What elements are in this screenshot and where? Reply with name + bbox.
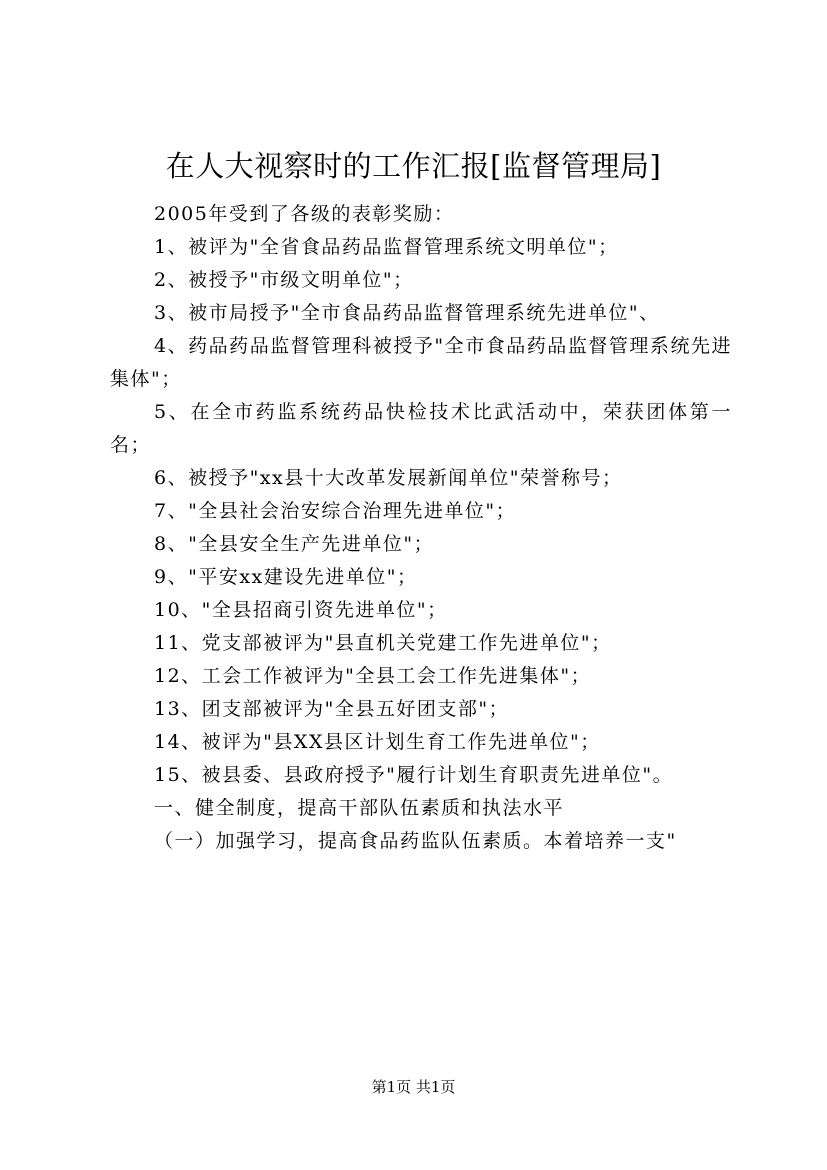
paragraph-item-11: 11、党支部被评为"县直机关党建工作先进单位"； bbox=[154, 632, 612, 654]
paragraph-awards-intro: 2005年受到了各级的表彰奖励： bbox=[154, 203, 455, 225]
paragraph-item-13: 13、团支部被评为"全县五好团支部"； bbox=[154, 698, 510, 720]
paragraph-item-4: 4、药品药品监督管理科被授予"全市食品药品监督管理系统先进集体"； bbox=[110, 335, 732, 390]
page-footer: 第1页 共1页 bbox=[371, 1078, 456, 1096]
paragraph-item-12: 12、工会工作被评为"全县工会工作先进集体"； bbox=[154, 665, 592, 687]
section-heading-1: 一、健全制度，提高干部队伍素质和执法水平 bbox=[154, 797, 565, 819]
paragraph-item-9: 9、"平安xx建设先进单位"； bbox=[154, 566, 418, 588]
paragraph-item-14: 14、被评为"县XX县区计划生育工作先进单位"； bbox=[154, 731, 601, 753]
document-title: 在人大视察时的工作汇报[监督管理局] bbox=[165, 149, 662, 183]
paragraph-item-10: 10、"全县招商引资先进单位"； bbox=[154, 599, 448, 621]
paragraph-item-15: 15、被县委、县政府授予"履行计划生育职责先进单位"。 bbox=[154, 764, 674, 786]
paragraph-item-2: 2、被授予"市级文明单位"； bbox=[154, 269, 414, 291]
subsection-heading-1: （一）加强学习，提高食品药监队伍素质。本着培养一支" bbox=[154, 830, 677, 852]
paragraph-item-1: 1、被评为"全省食品药品监督管理系统文明单位"； bbox=[154, 236, 619, 258]
paragraph-item-6: 6、被授予"xx县十大改革发展新闻单位"荣誉称号； bbox=[154, 467, 623, 489]
paragraph-item-8: 8、"全县安全生产先进单位"； bbox=[154, 533, 435, 555]
paragraph-item-3: 3、被市局授予"全市食品药品监督管理系统先进单位"、 bbox=[154, 302, 660, 324]
paragraph-item-7: 7、"全县社会治安综合治理先进单位"； bbox=[154, 500, 517, 522]
document-body bbox=[110, 198, 732, 858]
paragraph-item-5: 5、在全市药监系统药品快检技术比武活动中，荣获团体第一名； bbox=[110, 401, 732, 456]
